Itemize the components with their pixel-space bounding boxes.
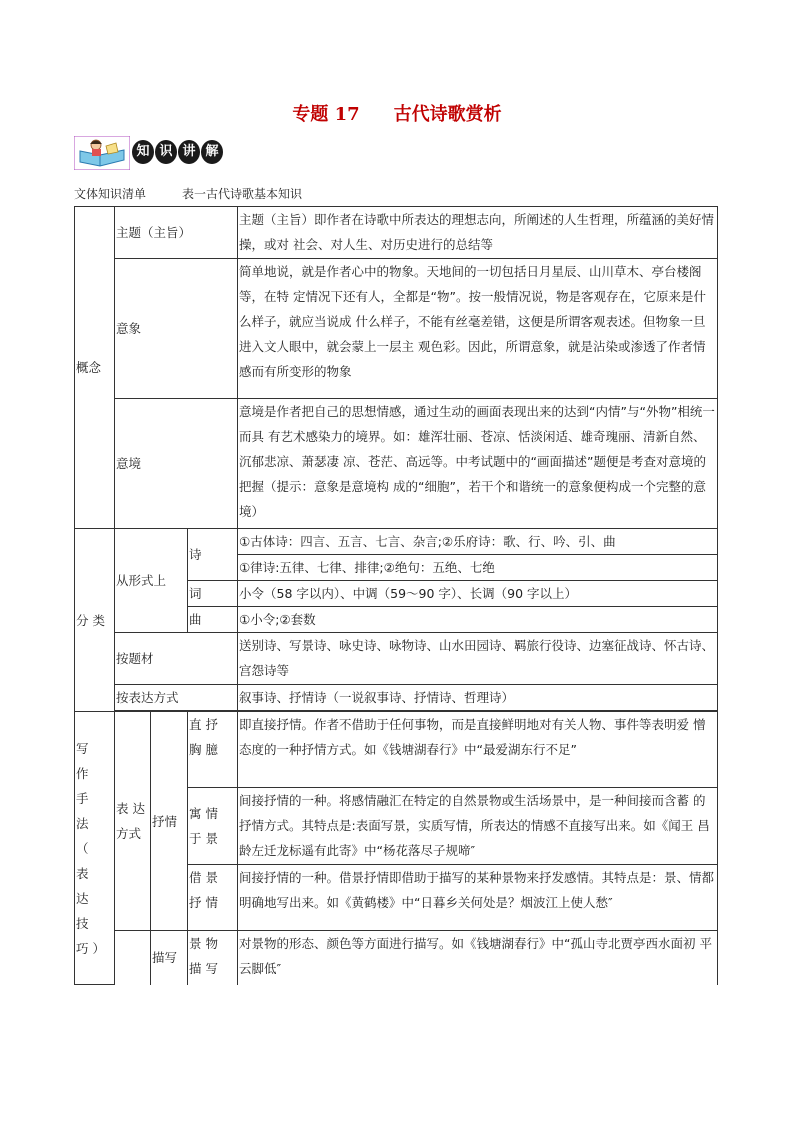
express-label: 按表达方式: [115, 685, 238, 711]
image-text: 简单地说，就是作者心中的物象。天地间的一切包括日月星辰、山川草木、亭台楼阁等，在特 定情况下还有人，全都是“物”。按一般情况说，物是客观存在，它原来是什么样子，就应当说成 什么样子，不能有丝毫差错，这便是所谓客观表述。但物象一旦进入文人眼中，就会蒙上一层主 观色彩。因此，所谓意象，就是沾染或渗透了作者情感而有所变形的物象: [238, 259, 718, 399]
lyric-label: 抒情: [151, 712, 188, 931]
poetry-knowledge-table: [74, 206, 718, 985]
table-row: [75, 712, 718, 788]
express-text: 叙事诗、抒情诗（一说叙事诗、抒情诗、哲理诗）: [238, 685, 718, 711]
banner-char-3: 讲: [178, 140, 200, 164]
describe-text: 对景物的形态、颜色等方面进行描写。如《钱塘湖春行》中“孤山寺北贾亭西水面初 平云脚低″: [238, 931, 718, 985]
technique-label: 写 作 手 法 （ 表 达 技 巧）: [75, 712, 115, 985]
table-row: [75, 529, 718, 555]
theme-text: 主题（主旨）即作者在诗歌中所表达的理想志向，所阐述的人生哲理，所蕴涵的美好情操，或对 社会、对人生、对历史进行的总结等: [238, 207, 718, 259]
banner-char-2: 识: [155, 140, 177, 164]
banner-char-4: 解: [201, 140, 223, 164]
category-label: 分 类: [75, 529, 115, 712]
table-row: [75, 207, 718, 259]
table-caption: 表一古代诗歌基本知识: [182, 187, 303, 201]
banner-char-1: 知: [132, 140, 154, 164]
table-row: [75, 259, 718, 399]
expression-label: 表 达 方式: [115, 712, 151, 931]
shi-row-2: ①律诗:五律、七律、排律;②绝句：五绝、七绝: [238, 555, 718, 581]
mood-text: 意境是作者把自己的思想情感，通过生动的画面表现出来的达到“内情”与“外物”相统一而具 有艺术感染力的境界。如：雄浑壮丽、苍凉、恬淡闲适、雄奇瑰丽、清新自然、沉郁悲凉、萧瑟凄 凉、苍茫、高远等。中考试题中的“画面描述”题便是考查对意境的把握（提示：意象是意境构 成的“细胞”，若干个和谐统一的意象便构成一个完整的意境）: [238, 399, 718, 529]
scene-text: 间接抒情的一种。将感情融汇在特定的自然景物或生活场景中，是一种间接而含蓄 的抒情方式。其特点是:表面写景，实质写情，所表达的情感不直接写出来。如《闻王 昌龄左迁龙标遥有此寄》中“杨花落尽子规啼″: [238, 788, 718, 865]
scene-label: 寓情 于景: [188, 788, 238, 865]
table-row: [75, 399, 718, 529]
direct-label: 直抒 胸臆: [188, 712, 238, 788]
shi-row-1: ①古体诗：四言、五言、七言、杂言;②乐府诗：歌、行、吟、引、曲: [238, 529, 718, 555]
describe-label: 描写: [151, 931, 188, 985]
subject-text: 送别诗、写景诗、咏史诗、咏物诗、山水田园诗、羁旅行役诗、边塞征战诗、怀古诗、宫怨诗等: [238, 633, 718, 685]
ci-text: 小令（58 字以内）、中调（59～90 字）、长调（90 字以上）: [238, 581, 718, 607]
qu-text: ①小令;②套数: [238, 607, 718, 633]
page-title: 专题 17 古代诗歌赏析: [292, 104, 502, 125]
table-row: [75, 633, 718, 685]
subject-label: 按题材: [115, 633, 238, 685]
concept-label: 概念: [75, 207, 115, 529]
borrow-label: 借景 抒情: [188, 865, 238, 931]
image-label: 意象: [115, 259, 238, 399]
section-label: 文体知识清单: [74, 187, 147, 201]
mood-label: 意境: [115, 399, 238, 529]
theme-label: 主题（主旨）: [115, 207, 238, 259]
ci-label: 词: [188, 581, 238, 607]
form-label: 从形式上: [115, 529, 188, 633]
qu-label: 曲: [188, 607, 238, 633]
table-row: [75, 931, 718, 985]
table-row: [75, 685, 718, 711]
borrow-text: 间接抒情的一种。借景抒情即借助于描写的某种景物来抒发感情。其特点是：景、情都明确地写出来。如《黄鹤楼》中“日暮乡关何处是？烟波江上使人愁″: [238, 865, 718, 931]
direct-text: 即直接抒情。作者不借助于任何事物，而是直接鲜明地对有关人物、事件等表明爱 憎态度的一种抒情方式。如《钱塘湖春行》中“最爱湖东行不足”: [238, 712, 718, 788]
describe-sub-label: 景物 描写: [188, 931, 238, 985]
shi-label: 诗: [188, 529, 238, 581]
reading-figure-icon: [74, 136, 130, 170]
